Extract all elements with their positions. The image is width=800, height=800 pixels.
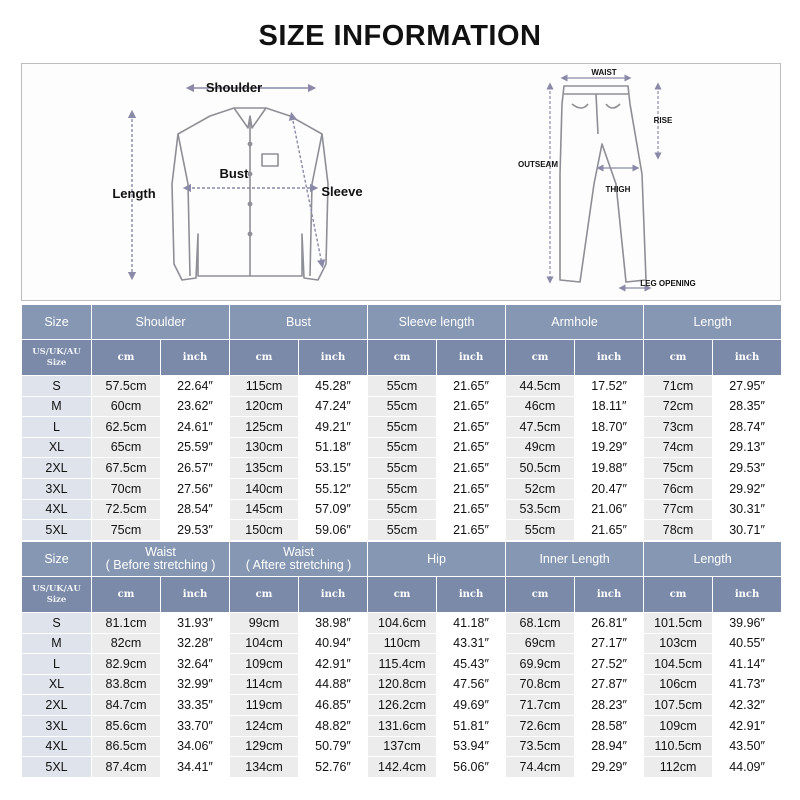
- table-row: [22, 757, 782, 778]
- unit-inch: inch: [299, 577, 368, 613]
- inch-cell: 21.65″: [437, 520, 506, 541]
- inch-cell: 57.09″: [299, 499, 368, 520]
- cm-cell: 150cm: [230, 520, 299, 541]
- inch-cell: 42.32″: [713, 695, 782, 716]
- cm-cell: 115cm: [230, 376, 299, 397]
- length-header: Length: [644, 305, 782, 340]
- inch-cell: 33.70″: [161, 715, 230, 736]
- cm-cell: 126.2cm: [368, 695, 437, 716]
- inch-cell: 40.55″: [713, 633, 782, 654]
- size-cell: L: [22, 417, 92, 438]
- cm-cell: 55cm: [506, 520, 575, 541]
- inch-cell: 49.21″: [299, 417, 368, 438]
- cm-cell: 87.4cm: [92, 757, 161, 778]
- table-row: [22, 478, 782, 499]
- inch-cell: 32.28″: [161, 633, 230, 654]
- unit-inch: inch: [575, 577, 644, 613]
- unit-inch: inch: [437, 340, 506, 376]
- table-row: [22, 417, 782, 438]
- size-cell: 3XL: [22, 715, 92, 736]
- cm-cell: 60cm: [92, 396, 161, 417]
- measurement-diagram: [22, 64, 782, 302]
- header-row: [22, 542, 782, 577]
- inch-cell: 21.06″: [575, 499, 644, 520]
- size-subheader: US/UK/AU Size: [22, 577, 92, 613]
- inch-cell: 32.64″: [161, 654, 230, 675]
- inch-cell: 44.09″: [713, 757, 782, 778]
- cm-cell: 62.5cm: [92, 417, 161, 438]
- table-row: [22, 674, 782, 695]
- inch-cell: 21.65″: [437, 478, 506, 499]
- inch-cell: 29.13″: [713, 437, 782, 458]
- inch-cell: 17.52″: [575, 376, 644, 397]
- inch-cell: 30.71″: [713, 520, 782, 541]
- size-cell: 5XL: [22, 757, 92, 778]
- table-row: [22, 437, 782, 458]
- inch-cell: 42.91″: [299, 654, 368, 675]
- cm-cell: 104cm: [230, 633, 299, 654]
- inch-cell: 18.70″: [575, 417, 644, 438]
- cm-cell: 142.4cm: [368, 757, 437, 778]
- inch-cell: 45.43″: [437, 654, 506, 675]
- cm-cell: 124cm: [230, 715, 299, 736]
- cm-cell: 115.4cm: [368, 654, 437, 675]
- inch-cell: 26.81″: [575, 613, 644, 634]
- cm-cell: 140cm: [230, 478, 299, 499]
- cm-cell: 137cm: [368, 736, 437, 757]
- cm-cell: 55cm: [368, 478, 437, 499]
- header-row: [22, 305, 782, 340]
- cm-cell: 135cm: [230, 458, 299, 479]
- size-cell: 4XL: [22, 499, 92, 520]
- cm-cell: 49cm: [506, 437, 575, 458]
- inch-cell: 49.69″: [437, 695, 506, 716]
- inch-cell: 47.56″: [437, 674, 506, 695]
- table-row: [22, 499, 782, 520]
- table-row: [22, 633, 782, 654]
- measurement-diagram-panel: [21, 63, 781, 301]
- table-row: [22, 396, 782, 417]
- inch-cell: 29.53″: [161, 520, 230, 541]
- cm-cell: 55cm: [368, 396, 437, 417]
- cm-cell: 114cm: [230, 674, 299, 695]
- unit-inch: inch: [161, 340, 230, 376]
- cm-cell: 125cm: [230, 417, 299, 438]
- inch-cell: 31.93″: [161, 613, 230, 634]
- inch-cell: 21.65″: [437, 376, 506, 397]
- inch-cell: 21.65″: [437, 458, 506, 479]
- inch-cell: 28.58″: [575, 715, 644, 736]
- cm-cell: 57.5cm: [92, 376, 161, 397]
- inch-cell: 40.94″: [299, 633, 368, 654]
- cm-cell: 110.5cm: [644, 736, 713, 757]
- size-subheader: US/UK/AU Size: [22, 340, 92, 376]
- cm-cell: 55cm: [368, 376, 437, 397]
- size-cell: M: [22, 633, 92, 654]
- cm-cell: 75cm: [644, 458, 713, 479]
- table-row: [22, 736, 782, 757]
- length-label: Length: [112, 186, 156, 201]
- cm-cell: 84.7cm: [92, 695, 161, 716]
- inch-cell: 22.64″: [161, 376, 230, 397]
- table-row: [22, 376, 782, 397]
- inch-cell: 27.56″: [161, 478, 230, 499]
- cm-cell: 81.1cm: [92, 613, 161, 634]
- waist-after-header: Waist ( Aftere stretching ): [230, 542, 368, 577]
- cm-cell: 120cm: [230, 396, 299, 417]
- inch-cell: 41.18″: [437, 613, 506, 634]
- cm-cell: 74cm: [644, 437, 713, 458]
- inch-cell: 24.61″: [161, 417, 230, 438]
- inch-cell: 51.18″: [299, 437, 368, 458]
- cm-cell: 131.6cm: [368, 715, 437, 736]
- cm-cell: 55cm: [368, 417, 437, 438]
- unit-row: [22, 340, 782, 376]
- inch-cell: 30.31″: [713, 499, 782, 520]
- inch-cell: 29.29″: [575, 757, 644, 778]
- inch-cell: 27.95″: [713, 376, 782, 397]
- cm-cell: 110cm: [368, 633, 437, 654]
- waist-label: WAIST: [591, 68, 617, 77]
- size-cell: 4XL: [22, 736, 92, 757]
- inch-cell: 21.65″: [437, 499, 506, 520]
- page-title: SIZE INFORMATION: [258, 20, 542, 52]
- cm-cell: 109cm: [644, 715, 713, 736]
- inch-cell: 29.92″: [713, 478, 782, 499]
- unit-inch: inch: [299, 340, 368, 376]
- outseam-label: OUTSEAM: [518, 160, 558, 169]
- cm-cell: 129cm: [230, 736, 299, 757]
- inch-cell: 52.76″: [299, 757, 368, 778]
- unit-cm: cm: [506, 577, 575, 613]
- cm-cell: 130cm: [230, 437, 299, 458]
- inch-cell: 21.65″: [575, 520, 644, 541]
- inch-cell: 32.99″: [161, 674, 230, 695]
- cm-cell: 109cm: [230, 654, 299, 675]
- size-cell: S: [22, 613, 92, 634]
- unit-cm: cm: [368, 340, 437, 376]
- cm-cell: 76cm: [644, 478, 713, 499]
- cm-cell: 71.7cm: [506, 695, 575, 716]
- cm-cell: 85.6cm: [92, 715, 161, 736]
- inch-cell: 45.28″: [299, 376, 368, 397]
- cm-cell: 55cm: [368, 437, 437, 458]
- cm-cell: 99cm: [230, 613, 299, 634]
- inch-cell: 28.54″: [161, 499, 230, 520]
- size-cell: 2XL: [22, 458, 92, 479]
- inch-cell: 19.29″: [575, 437, 644, 458]
- inch-cell: 29.53″: [713, 458, 782, 479]
- cm-cell: 50.5cm: [506, 458, 575, 479]
- inch-cell: 44.88″: [299, 674, 368, 695]
- inch-cell: 59.06″: [299, 520, 368, 541]
- cm-cell: 82cm: [92, 633, 161, 654]
- table-row: [22, 695, 782, 716]
- unit-inch: inch: [161, 577, 230, 613]
- inch-cell: 27.17″: [575, 633, 644, 654]
- cm-cell: 73cm: [644, 417, 713, 438]
- inch-cell: 41.14″: [713, 654, 782, 675]
- inch-cell: 28.35″: [713, 396, 782, 417]
- size-cell: 3XL: [22, 478, 92, 499]
- shoulder-label: Shoulder: [205, 80, 263, 95]
- inch-cell: 23.62″: [161, 396, 230, 417]
- inch-cell: 21.65″: [437, 417, 506, 438]
- unit-cm: cm: [644, 577, 713, 613]
- unit-cm: cm: [644, 340, 713, 376]
- unit-inch: inch: [575, 340, 644, 376]
- cm-cell: 82.9cm: [92, 654, 161, 675]
- table-row: [22, 458, 782, 479]
- armhole-header: Armhole: [506, 305, 644, 340]
- cm-cell: 145cm: [230, 499, 299, 520]
- inch-cell: 55.12″: [299, 478, 368, 499]
- waist-before-header: Waist ( Before stretching ): [92, 542, 230, 577]
- cm-cell: 55cm: [368, 499, 437, 520]
- cm-cell: 75cm: [92, 520, 161, 541]
- unit-cm: cm: [230, 340, 299, 376]
- size-cell: M: [22, 396, 92, 417]
- unit-cm: cm: [230, 577, 299, 613]
- cm-cell: 78cm: [644, 520, 713, 541]
- cm-cell: 104.6cm: [368, 613, 437, 634]
- inch-cell: 38.98″: [299, 613, 368, 634]
- cm-cell: 55cm: [368, 458, 437, 479]
- cm-cell: 72.5cm: [92, 499, 161, 520]
- inch-cell: 20.47″: [575, 478, 644, 499]
- cm-cell: 119cm: [230, 695, 299, 716]
- inch-cell: 28.74″: [713, 417, 782, 438]
- inch-cell: 18.11″: [575, 396, 644, 417]
- cm-cell: 65cm: [92, 437, 161, 458]
- cm-cell: 71cm: [644, 376, 713, 397]
- cm-cell: 53.5cm: [506, 499, 575, 520]
- inch-cell: 26.57″: [161, 458, 230, 479]
- cm-cell: 47.5cm: [506, 417, 575, 438]
- cm-cell: 46cm: [506, 396, 575, 417]
- inch-cell: 48.82″: [299, 715, 368, 736]
- inch-cell: 50.79″: [299, 736, 368, 757]
- inch-cell: 25.59″: [161, 437, 230, 458]
- size-header: Size: [22, 542, 92, 577]
- inch-cell: 21.65″: [437, 437, 506, 458]
- unit-cm: cm: [92, 340, 161, 376]
- table-row: [22, 715, 782, 736]
- sleeve-length-header: Sleeve length: [368, 305, 506, 340]
- inch-cell: 33.35″: [161, 695, 230, 716]
- size-cell: 5XL: [22, 520, 92, 541]
- cm-cell: 77cm: [644, 499, 713, 520]
- cm-cell: 70.8cm: [506, 674, 575, 695]
- unit-cm: cm: [506, 340, 575, 376]
- unit-row: [22, 577, 782, 613]
- inch-cell: 34.41″: [161, 757, 230, 778]
- inch-cell: 27.52″: [575, 654, 644, 675]
- leg-opening-label: LEG OPENING: [640, 279, 696, 288]
- inch-cell: 28.23″: [575, 695, 644, 716]
- inch-cell: 19.88″: [575, 458, 644, 479]
- cm-cell: 112cm: [644, 757, 713, 778]
- cm-cell: 106cm: [644, 674, 713, 695]
- hip-header: Hip: [368, 542, 506, 577]
- sleeve-label: Sleeve: [321, 184, 363, 199]
- unit-cm: cm: [368, 577, 437, 613]
- thigh-label: THIGH: [605, 185, 631, 194]
- inch-cell: 47.24″: [299, 396, 368, 417]
- size-cell: 2XL: [22, 695, 92, 716]
- unit-cm: cm: [92, 577, 161, 613]
- inch-cell: 42.91″: [713, 715, 782, 736]
- cm-cell: 120.8cm: [368, 674, 437, 695]
- unit-inch: inch: [437, 577, 506, 613]
- unit-inch: inch: [713, 340, 782, 376]
- size-header: Size: [22, 305, 92, 340]
- inch-cell: 46.85″: [299, 695, 368, 716]
- inch-cell: 53.15″: [299, 458, 368, 479]
- cm-cell: 134cm: [230, 757, 299, 778]
- inch-cell: 56.06″: [437, 757, 506, 778]
- table-row: [22, 654, 782, 675]
- size-cell: L: [22, 654, 92, 675]
- inner-length-header: Inner Length: [506, 542, 644, 577]
- inch-cell: 41.73″: [713, 674, 782, 695]
- cm-cell: 69cm: [506, 633, 575, 654]
- shoulder-header: Shoulder: [92, 305, 230, 340]
- unit-inch: inch: [713, 577, 782, 613]
- size-cell: XL: [22, 674, 92, 695]
- cm-cell: 104.5cm: [644, 654, 713, 675]
- cm-cell: 107.5cm: [644, 695, 713, 716]
- cm-cell: 68.1cm: [506, 613, 575, 634]
- rise-label: RISE: [653, 116, 673, 125]
- cm-cell: 44.5cm: [506, 376, 575, 397]
- inch-cell: 28.94″: [575, 736, 644, 757]
- inch-cell: 34.06″: [161, 736, 230, 757]
- bottom-size-table: [21, 541, 782, 778]
- cm-cell: 72cm: [644, 396, 713, 417]
- cm-cell: 103cm: [644, 633, 713, 654]
- cm-cell: 55cm: [368, 520, 437, 541]
- inch-cell: 27.87″: [575, 674, 644, 695]
- bust-header: Bust: [230, 305, 368, 340]
- table-row: [22, 520, 782, 541]
- shirt-icon: [172, 108, 328, 280]
- cm-cell: 86.5cm: [92, 736, 161, 757]
- inch-cell: 51.81″: [437, 715, 506, 736]
- table-row: [22, 613, 782, 634]
- cm-cell: 69.9cm: [506, 654, 575, 675]
- cm-cell: 72.6cm: [506, 715, 575, 736]
- top-size-table: [21, 304, 782, 541]
- bust-label: Bust: [219, 166, 249, 181]
- cm-cell: 83.8cm: [92, 674, 161, 695]
- inch-cell: 53.94″: [437, 736, 506, 757]
- size-cell: S: [22, 376, 92, 397]
- size-cell: XL: [22, 437, 92, 458]
- cm-cell: 70cm: [92, 478, 161, 499]
- inch-cell: 21.65″: [437, 396, 506, 417]
- pants-icon: [560, 86, 646, 282]
- cm-cell: 67.5cm: [92, 458, 161, 479]
- length-header: Length: [644, 542, 782, 577]
- cm-cell: 74.4cm: [506, 757, 575, 778]
- cm-cell: 73.5cm: [506, 736, 575, 757]
- inch-cell: 43.50″: [713, 736, 782, 757]
- cm-cell: 101.5cm: [644, 613, 713, 634]
- inch-cell: 43.31″: [437, 633, 506, 654]
- inch-cell: 39.96″: [713, 613, 782, 634]
- cm-cell: 52cm: [506, 478, 575, 499]
